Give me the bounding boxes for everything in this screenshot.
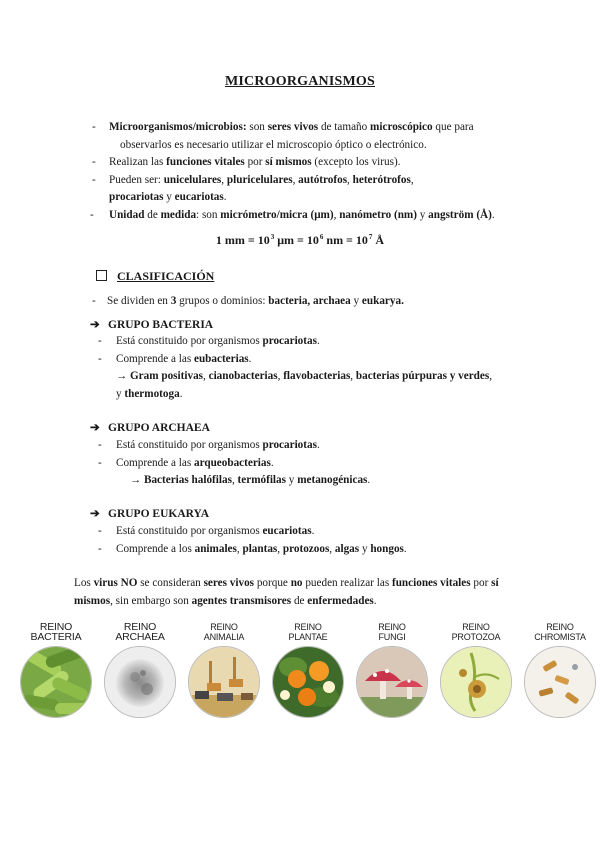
list-item: - Comprende a las arqueobacterias. bbox=[98, 456, 274, 469]
section-heading-clasificacion: CLASIFICACIÓN bbox=[96, 269, 214, 284]
bacteria-list bbox=[0, 333, 600, 403]
virus-note-paragraph: Los virus NO se consideran seres vivos porque no pueden realizar las funciones vitales por sí mismos, sin embargo son agentes transmisores de enfermedades. bbox=[74, 577, 499, 607]
group-heading-eukarya: ➔ GRUPO EUKARYA bbox=[90, 508, 210, 520]
list-item-continuation: procariotas y eucariotas. bbox=[109, 191, 227, 203]
list-item: - Realizan las funciones vitales por sí mismos (excepto los virus). bbox=[92, 156, 401, 168]
list-item: - Está constituido por organismos eucariotas. bbox=[98, 525, 315, 537]
unit-formula: 1 mm = $10^3$ $\mu m = 10^6$ nm = $10^7$ Å bbox=[215, 233, 385, 247]
arrow-right-icon: ➔ bbox=[90, 508, 100, 520]
kingdom-chromista: REINO CHROMISTA bbox=[524, 622, 596, 718]
arrow-right-icon: ➔ bbox=[90, 319, 100, 331]
checkbox-icon bbox=[96, 270, 107, 281]
list-item: - Pueden ser: unicelulares, pluricelulares, autótrofos, heterótrofos, bbox=[92, 173, 414, 186]
archaea-list bbox=[0, 437, 600, 490]
group-heading-archaea: ➔ GRUPO ARCHAEA bbox=[90, 422, 210, 434]
group-heading-bacteria: ➔ GRUPO BACTERIA bbox=[90, 319, 214, 331]
clasificacion-line: - Se dividen en 3 grupos o dominios: bacteria, archaea y eukarya. bbox=[92, 295, 404, 307]
animalia-image bbox=[188, 646, 260, 718]
kingdom-plantae: REINO PLANTAE bbox=[272, 622, 344, 718]
protozoa-image bbox=[440, 646, 512, 718]
list-item: - Microorganismos/microbios: son seres vivos de tamaño microscópico que para bbox=[92, 121, 474, 133]
kingdom-bacteria: REINO BACTERIA bbox=[20, 622, 92, 718]
list-item-continuation: → Gram positivas, cianobacterias, flavobacterias, bacterias púrpuras y verdes, bbox=[116, 370, 492, 382]
list-item: - Unidad de medida: son micrómetro/micra (μm), nanómetro (nm) y angström (Å). bbox=[90, 208, 495, 221]
intro-list bbox=[0, 119, 600, 224]
list-item-continuation: → Bacterias halófilas, termófilas y metanogénicas. bbox=[130, 474, 371, 486]
chromista-image bbox=[524, 646, 596, 718]
list-item-continuation: observarlos es necesario utilizar el microscopio óptico o electrónico. bbox=[120, 138, 427, 151]
list-item: - Está constituido por organismos procariotas. bbox=[98, 335, 320, 347]
kingdom-animalia: REINO ANIMALIA bbox=[188, 622, 260, 718]
kingdom-protozoa: REINO PROTOZOA bbox=[440, 622, 512, 718]
archaea-image bbox=[104, 646, 176, 718]
kingdoms-strip bbox=[20, 621, 586, 732]
bacteria-image bbox=[20, 646, 92, 718]
kingdom-fungi: REINO FUNGI bbox=[356, 622, 428, 718]
list-item: - Está constituido por organismos procariotas. bbox=[98, 439, 320, 451]
kingdom-archaea: REINO ARCHAEA bbox=[104, 622, 176, 718]
fungi-image bbox=[356, 646, 428, 718]
plantae-image bbox=[272, 646, 344, 718]
list-item: - Comprende a los animales, plantas, protozoos, algas y hongos. bbox=[98, 542, 407, 555]
list-item-continuation: y thermotoga. bbox=[116, 387, 183, 400]
list-item: - Comprende a las eubacterias. bbox=[98, 352, 252, 365]
arrow-right-icon: ➔ bbox=[90, 422, 100, 434]
eukarya-list bbox=[0, 523, 600, 558]
page-title: MICROORGANISMOS bbox=[224, 74, 375, 89]
